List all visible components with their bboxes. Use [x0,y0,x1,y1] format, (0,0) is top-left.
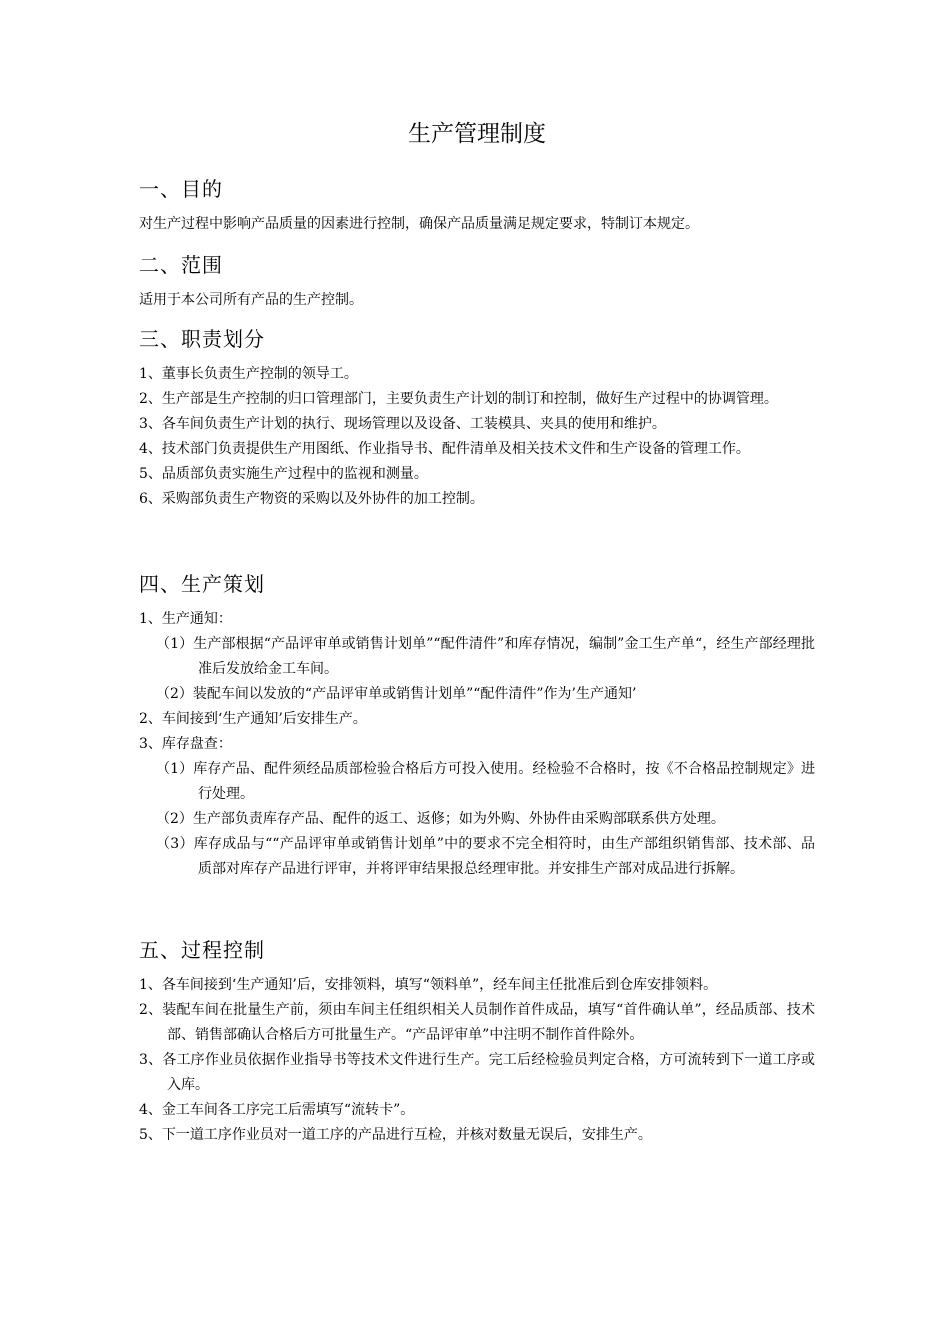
list-item: 5、下一道工序作业员对一道工序的产品进行互检，并核对数量无误后，安排生产。 [139,1127,652,1143]
list-item: 4、金工车间各工序完工后需填写“流转卡”。 [139,1102,415,1118]
section-heading: 三、职责划分 [139,327,265,351]
list-item: 6、采购部负责生产物资的采购以及外协件的加工控制。 [139,491,484,507]
section-paragraph: 对生产过程中影响产品质量的因素进行控制，确保产品质量满足规定要求，特制订本规定。 [139,216,699,232]
list-item: 3、各车间负责生产计划的执行、现场管理以及设备、工装模具、夹具的使用和维护。 [139,416,666,432]
sub-list-item: （3）库存成品与““产品评审单或销售计划单”中的要求不完全相符时，由生产部组织销售部、技术部、品质部对库存产品进行评审，并将评审结果报总经理审批。并安排生产部对成品进行拆解。 [156,836,815,877]
process-control-list [139,973,815,1148]
sub-list-item: （1）生产部根据“产品评审单或销售计划单”“配件清件”和库存情况，编制”金工生产单“，经生产部经理批准后发放给金工车间。 [156,636,815,677]
list-item: 1、各车间接到‘生产通知’后，安排领料，填写“领料单”，经车间主任批准后到仓库安排领料。 [139,977,718,993]
list-item: 4、技术部门负责提供生产用图纸、作业指导书、配件清单及相关技术文件和生产设备的管理工作。 [139,441,750,457]
section-purpose [139,174,815,237]
sub-list-item: （2）生产部负责库存产品、配件的返工、返修；如为外购、外协件由采购部联系供方处理。 [156,811,725,827]
section-heading: 四、生产策划 [139,572,265,596]
section-paragraph: 适用于本公司所有产品的生产控制。 [139,292,363,308]
list-item: 2、装配车间在批量生产前，须由车间主任组织相关人员制作首件成品，填写“首件确认单”，经品质部、技术部、销售部确认合格后方可批量生产。“产品评审单”中注明不制作首件除外。 [139,1002,815,1043]
section-responsibilities [139,324,815,512]
list-item: 5、品质部负责实施生产过程中的监视和测量。 [139,466,428,482]
list-item: 2、车间接到‘生产通知’后安排生产。 [139,711,367,727]
section-heading: 五、过程控制 [139,938,265,962]
section-production-planning [139,569,815,882]
document-title: 生产管理制度 [408,121,546,147]
sub-list-item: （2）装配车间以发放的“产品评审单或销售计划单”“配件清件”作为’生产通知’ [156,686,637,702]
section-scope [139,250,815,313]
sub-list-item: （1）库存产品、配件须经品质部检验合格后方可投入使用。经检验不合格时，按《不合格品控制规定》进行处理。 [156,761,815,802]
section-heading: 二、范围 [139,253,223,277]
list-item: 1、董事长负责生产控制的领导工。 [139,366,358,382]
list-item: 1、生产通知： [139,611,232,627]
list-item: 3、库存盘查： [139,736,232,752]
list-item: 3、各工序作业员依据作业指导书等技术文件进行生产。完工后经检验员判定合格，方可流转到下一道工序或入库。 [139,1052,815,1093]
section-process-control [139,935,815,1148]
planning-list [139,607,815,882]
section-heading: 一、目的 [139,177,223,201]
responsibility-list [139,362,815,512]
list-item: 2、生产部是生产控制的归口管理部门，主要负责生产计划的制订和控制，做好生产过程中的协调管理。 [139,391,778,407]
